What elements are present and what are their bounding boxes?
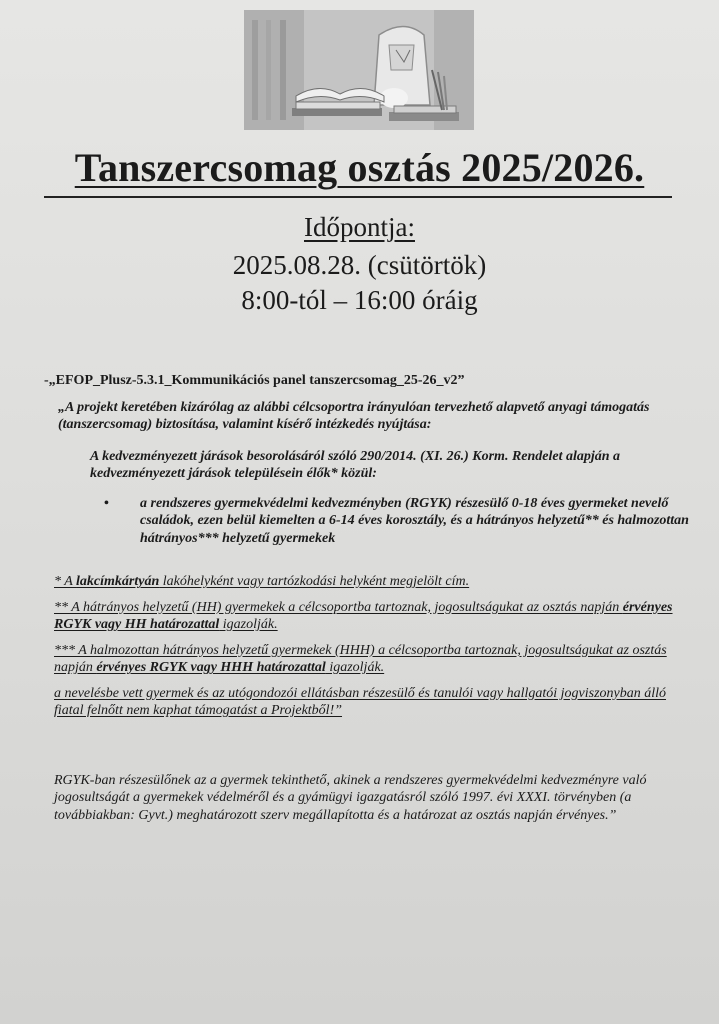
document-body [44, 372, 694, 824]
title-rule [44, 196, 672, 198]
footnote-exclusion: a nevelésbe vett gyermek és az utógondozói ellátásban részesülő és tanulói vagy hallgatói jogviszonyban álló fiatal felnőtt nem kaphat támogatást a Projektből!” [54, 685, 667, 718]
intro-paragraph: „A projekt keretében kizárólag az alábbi célcsoportra irányulóan tervezhető alapvető anyagi támogatás (tanszercsomag) biztosítása, valamint kísérő intézkedés nyújtása: [58, 399, 650, 432]
date-line: 2025.08.28. (csütörtök) [232, 250, 487, 280]
school-supplies-photo [244, 10, 474, 130]
footnote-hh: ** A hátrányos helyzetű (HH) gyermekek a célcsoportba tartoznak, jogosultságukat az osztás napján érvényes RGYK vagy HH határozattal igazolják. [54, 599, 673, 632]
efop-reference: -„EFOP_Plusz-5.3.1_Kommunikációs panel tanszercsomag_25-26_v2” [44, 373, 465, 388]
footnote-hhh: *** A halmozottan hátrányos helyzetű gyermekek (HHH) a célcsoportba tartoznak, jogosultságukat az osztás napján érvényes RGYK vagy HHH határozattal igazolják. [54, 642, 667, 675]
page-title: Tanszercsomag osztás 2025/2026. [74, 145, 645, 190]
footnote-address: * A lakcímkártyán lakóhelyként vagy tartózkodási helyként megjelölt cím. [54, 574, 470, 589]
rgyk-definition: RGYK-ban részesülőnek az a gyermek tekinthető, akinek a rendszeres gyermekvédelmi kedvezményre való jogosultságát a gyermekek védelméről és a gyámügyi igazgatásról szóló 1997. évi XXXI. törvényben (a továbbiakban: Gyvt.) meghatározott szerv megállapította és a határozat az osztás napján érvényes.” [54, 772, 647, 823]
time-line: 8:00-tól – 16:00 óráig [241, 285, 478, 315]
target-group-bullet: • a rendszeres gyermekvédelmi kedvezményben (RGYK) részesülő 0-18 éves gyermeket nevelő családok, ezen belül kiemelten a 6-14 éves korosztály, és a hátrányos helyzetű** és halmozottan hátrányos*** helyzetű gyermekek [104, 495, 694, 548]
districts-paragraph: A kedvezményezett járások besorolásáról szóló 290/2014. (XI. 26.) Korm. Rendelet alapján a kedvezményezett járások településein élők* közül: [90, 448, 621, 481]
date-heading: Időpontja: [304, 212, 415, 242]
